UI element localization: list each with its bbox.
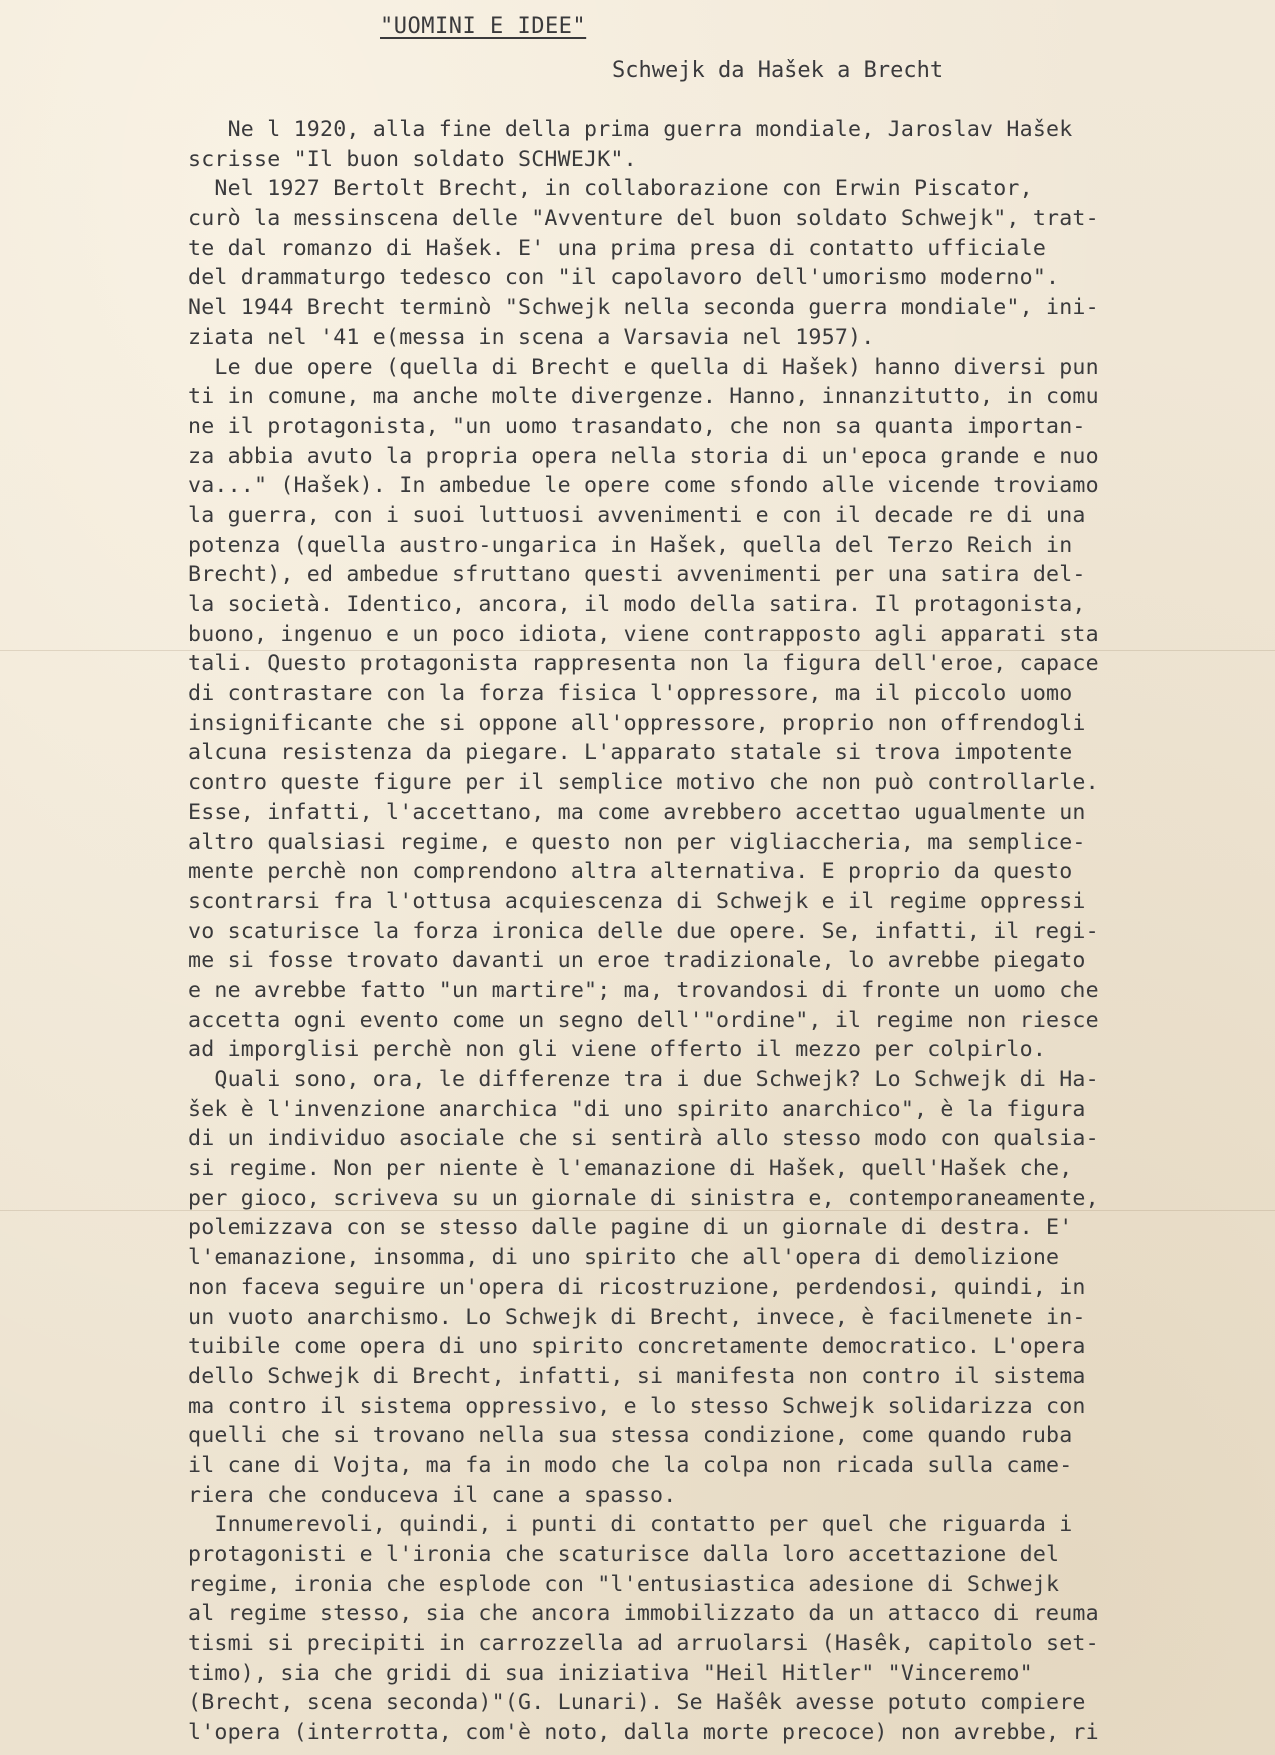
text-line: non faceva seguire un'opera di ricostruzione, perdendosi, quindi, in	[188, 1274, 1086, 1300]
text-line: insignificante che si oppone all'oppressore, proprio non offrendogli	[188, 710, 1086, 736]
text-line: Innumerevoli, quindi, i punti di contatto per quel che riguarda i	[188, 1512, 1073, 1538]
text-line: si regime. Non per niente è l'emanazione di Hašek, quell'Hašek che,	[188, 1156, 1073, 1182]
text-line: di un individuo asociale che si sentirà allo stesso modo con qualsia-	[188, 1126, 1099, 1152]
text-line: timo), sia che gridi di sua iniziativa "Heil Hitler" "Vinceremo"	[188, 1660, 1033, 1686]
text-line: del drammaturgo tedesco con "il capolavoro dell'umorismo moderno".	[188, 265, 1060, 291]
text-line: al regime stesso, sia che ancora immobilizzato da un attacco di reuma	[188, 1601, 1099, 1627]
text-line: il cane di Vojta, ma fa in modo che la colpa non ricada sulla came-	[188, 1452, 1073, 1478]
text-line: contro queste figure per il semplice motivo che non può controllarle.	[188, 770, 1099, 796]
text-line: Ne l 1920, alla fine della prima guerra mondiale, Jaroslav Hašek	[188, 117, 1073, 142]
text-line: dello Schwejk di Brecht, infatti, si manifesta non contro il sistema	[188, 1363, 1086, 1389]
text-line: tismi si precipiti in carrozzella ad arruolarsi (Hasêk, capitolo set-	[188, 1631, 1099, 1657]
text-line: ad imporglisi perchè non gli viene offerto il mezzo per colpirlo.	[188, 1037, 1047, 1063]
text-line: alcuna resistenza da piegare. L'apparato statale si trova impotente	[188, 740, 1073, 766]
text-line: šek è l'invenzione anarchica "di uno spirito anarchico", è la figura	[188, 1096, 1086, 1122]
text-line: te dal romanzo di Hašek. E' una prima presa di contatto ufficiale	[188, 235, 1047, 261]
text-line: mente perchè non comprendono altra alternativa. E proprio da questo	[188, 859, 1073, 885]
text-line: per gioco, scriveva su un giornale di sinistra e, contemporaneamente,	[188, 1185, 1099, 1211]
text-line: za abbia avuto la propria opera nella storia di un'epoca grande e nuo	[188, 443, 1099, 469]
text-line: accetta ogni evento come un segno dell'"ordine", il regime non riesce	[188, 1007, 1099, 1033]
text-line: Esse, infatti, l'accettano, ma come avrebbero accettao ugualmente un	[188, 799, 1086, 825]
text-line: Le due opere (quella di Brecht e quella di Hašek) hanno diversi pun	[188, 354, 1099, 380]
text-line: scontrarsi fra l'ottusa acquiescenza di Schwejk e il regime oppressi	[188, 888, 1086, 914]
text-line: la società. Identico, ancora, il modo della satira. Il protagonista,	[188, 592, 1086, 617]
text-line: quelli che si trovano nella sua stessa condizione, come quando ruba	[188, 1423, 1073, 1449]
text-line: curò la messinscena delle "Avventure del buon soldato Schwejk", trat-	[188, 206, 1099, 232]
text-line: Brecht), ed ambedue sfruttano questi avvenimenti per una satira del-	[188, 562, 1086, 588]
text-line: buono, ingenuo e un poco idiota, viene contrapposto agli apparati sta	[188, 621, 1099, 647]
text-line: di contrastare con la forza fisica l'oppressore, ma il piccolo uomo	[188, 681, 1073, 707]
text-line: polemizzava con se stesso dalle pagine di un giornale di destra. E'	[188, 1215, 1073, 1241]
text-line: l'opera (interrotta, com'è noto, dalla morte precoce) non avrebbe, ri	[188, 1720, 1099, 1746]
text-line: va..." (Hašek). In ambedue le opere come sfondo alle vicende troviamo	[188, 473, 1099, 499]
text-line: (Brecht, scena seconda)"(G. Lunari). Se Hašêk avesse potuto compiere	[188, 1690, 1086, 1716]
text-line: Nel 1927 Bertolt Brecht, in collaborazione con Erwin Piscator,	[188, 176, 1033, 202]
text-line: ne il protagonista, "un uomo trasandato, che non sa quanta importan-	[188, 413, 1086, 439]
text-line: Nel 1944 Brecht terminò "Schwejk nella seconda guerra mondiale", ini-	[188, 295, 1099, 321]
column-title: "UOMINI E IDEE"	[380, 14, 587, 39]
text-line: ma contro il sistema oppressivo, e lo stesso Schwejk solidarizza con	[188, 1393, 1086, 1419]
text-line: ziata nel '41 e(messa in scena a Varsavia nel 1957).	[188, 324, 875, 350]
article-title: Schwejk da Hašek a Brecht	[612, 58, 944, 83]
text-line: me si fosse trovato davanti un eroe tradizionale, lo avrebbe piegato	[188, 948, 1086, 974]
article-body	[188, 115, 1258, 1748]
text-line: riera che conduceva il cane a spasso.	[188, 1482, 677, 1508]
text-line: protagonisti e l'ironia che scaturisce dalla loro accettazione del	[188, 1542, 1060, 1567]
text-line: un vuoto anarchismo. Lo Schwejk di Brecht, invece, è facilmenete in-	[188, 1304, 1086, 1330]
text-line: regime, ironia che esplode con "l'entusiastica adesione di Schwejk	[188, 1571, 1060, 1597]
text-line: tuibile come opera di uno spirito concretamente democratico. L'opera	[188, 1334, 1086, 1360]
text-line: e ne avrebbe fatto "un martire"; ma, trovandosi di fronte un uomo che	[188, 977, 1099, 1003]
text-line: tali. Questo protagonista rappresenta non la figura dell'eroe, capace	[188, 651, 1099, 677]
text-line: vo scaturisce la forza ironica delle due opere. Se, infatti, il regi-	[188, 918, 1099, 944]
text-line: potenza (quella austro-ungarica in Hašek, quella del Terzo Reich in	[188, 532, 1073, 558]
text-line: l'emanazione, insomma, di uno spirito che all'opera di demolizione	[188, 1245, 1060, 1271]
text-line: altro qualsiasi regime, e questo non per vigliaccheria, ma semplice-	[188, 829, 1086, 855]
text-line: ti in comune, ma anche molte divergenze. Hanno, innanzitutto, in comu	[188, 384, 1099, 410]
text-line: la guerra, con i suoi luttuosi avvenimenti e con il decade re di una	[188, 502, 1086, 528]
text-line: Quali sono, ora, le differenze tra i due Schwejk? Lo Schwejk di Ha-	[188, 1067, 1099, 1092]
text-line: scrisse "Il buon soldato SCHWEJK".	[188, 146, 637, 172]
